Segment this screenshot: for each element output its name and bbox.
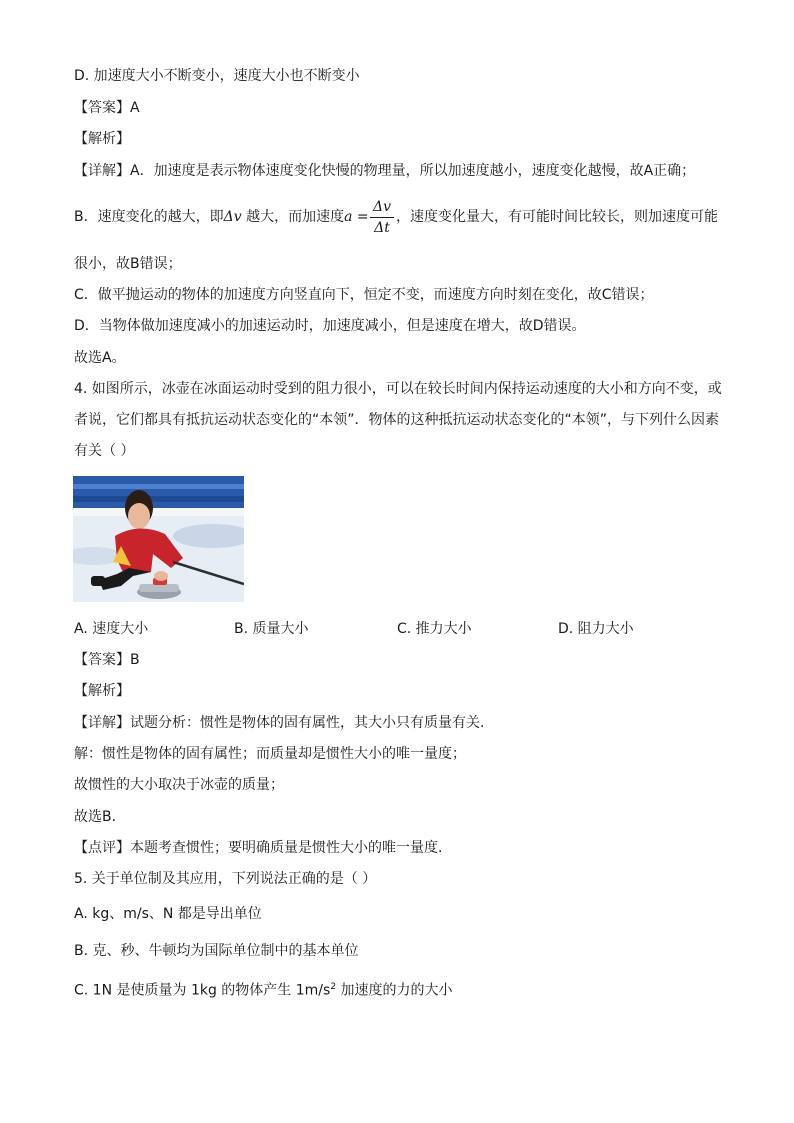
q3-analysis-heading: 【解析】 — [74, 131, 130, 147]
q5-option-b: B. 克、秒、牛顿均为国际单位制中的基本单位 — [74, 943, 359, 959]
exponent-two: 2 — [330, 982, 337, 992]
q5-option-a: A. kg、m/s、N 都是导出单位 — [74, 906, 262, 922]
acceleration-symbol: a = — [344, 209, 369, 225]
q4-comment: 【点评】本题考查惯性；要明确质量是惯性大小的唯一量度． — [74, 840, 452, 856]
q5-option-c — [74, 977, 453, 1001]
q3-detail-d: D．当物体做加速度减小的加速运动时，加速度减小，但是速度在增大，故D错误。 — [74, 318, 586, 334]
q4-detail-3: 故惯性的大小取决于冰壶的质量； — [74, 777, 284, 793]
q4-option-a: A. 速度大小 — [74, 621, 149, 637]
q4-option-d: D. 阻力大小 — [558, 621, 634, 637]
q3-detail-b — [74, 207, 369, 227]
q4-detail-1: 【详解】试题分析：惯性是物体的固有属性，其大小只有质量有关． — [74, 715, 494, 731]
q3-detail-b-text-1: B．速度变化的越大，即 — [74, 209, 224, 225]
delta-v-symbol: Δv — [223, 209, 242, 225]
q3-detail-b-cont: 很小，故B错误； — [74, 256, 182, 272]
q3-detail-a: 【详解】A．加速度是表示物体速度变化快慢的物理量，所以加速度越小，速度变化越慢，故A正确； — [74, 163, 696, 179]
q4-stem-line-2: 者说，它们都具有抵抗运动状态变化的“本领”．物体的这种抵抗运动状态变化的“本领”，与下列什么因素 — [74, 412, 720, 428]
q3-option-d: D. 加速度大小不断变小，速度大小也不断变小 — [74, 68, 360, 84]
q4-option-c: C. 推力大小 — [397, 621, 472, 637]
fraction-denominator: Δt — [374, 220, 390, 236]
q4-answer: 【答案】B — [74, 652, 140, 668]
q3-answer: 【答案】A — [74, 100, 140, 116]
q4-analysis-heading: 【解析】 — [74, 683, 130, 699]
q5-stem: 5. 关于单位制及其应用，下列说法正确的是（ ） — [74, 871, 377, 887]
fraction-numerator: Δv — [372, 199, 392, 215]
q5-option-c-text-2: 加速度的力的大小 — [336, 982, 453, 999]
q3-detail-b-text-2: 越大，而加速度 — [246, 209, 345, 225]
q4-detail-4: 故选B． — [74, 809, 126, 825]
q4-stem-line-3: 有关（ ） — [74, 443, 135, 459]
q3-conclusion: 故选A。 — [74, 350, 126, 366]
curling-photo — [73, 476, 244, 602]
q5-option-c-text-1: C. 1N 是使质量为 1kg 的物体产生 1m/s — [74, 982, 331, 999]
q4-detail-2: 解：惯性是物体的固有属性；而质量却是惯性大小的唯一量度； — [74, 746, 466, 762]
q3-detail-c: C．做平抛运动的物体的加速度方向竖直向下，恒定不变，而速度方向时刻在变化，故C错误； — [74, 287, 654, 303]
fraction-bar — [370, 217, 394, 218]
q4-option-b: B. 质量大小 — [234, 621, 309, 637]
q3-detail-b-text-3: ，速度变化量大，有可能时间比较长，则加速度可能 — [396, 209, 718, 225]
q4-stem-line-1: 4. 如图所示，冰壶在冰面运动时受到的阻力很小，可以在较长时间内保持运动速度的大小和方向不变，或 — [74, 381, 722, 397]
acceleration-fraction — [370, 198, 394, 237]
